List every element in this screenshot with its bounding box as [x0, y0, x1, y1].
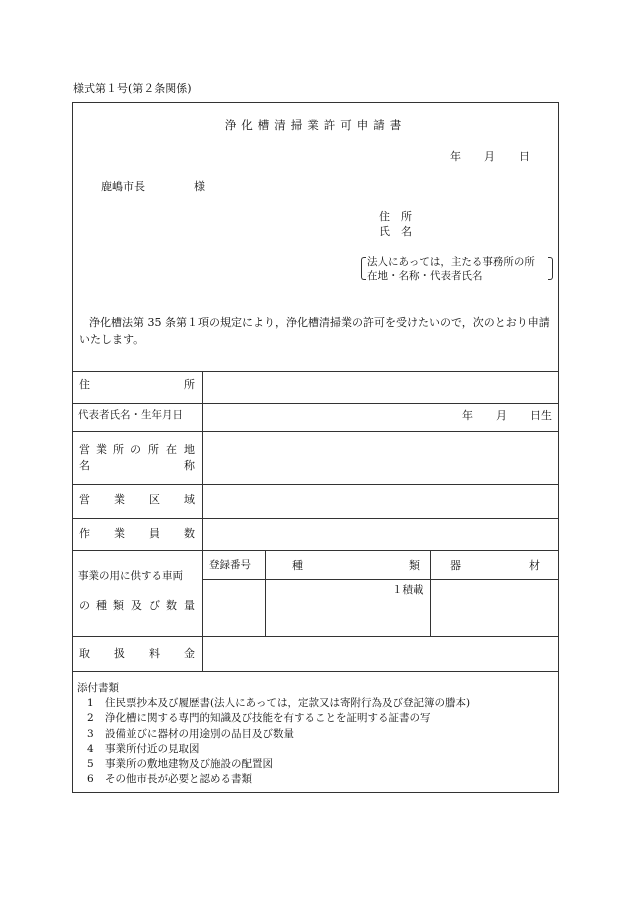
attachment-text: その他市長が必要と認める書類 [105, 773, 252, 786]
office-name-char: 名 [79, 459, 90, 472]
attachment-number: 3 [87, 727, 94, 740]
divider-vehicle-header [202, 579, 558, 580]
attachment-text: 住民票抄本及び履歴書(法人にあっては，定款又は寄附行為及び登記簿の謄本) [105, 697, 471, 710]
worker-count-char: 作 [79, 527, 90, 540]
business-area-char: 業 [114, 493, 125, 506]
divider-rep [73, 431, 558, 432]
rep-birth-year: 年 [462, 409, 473, 422]
divider-address [73, 403, 558, 404]
registration-number-header: 登録番号 [209, 559, 251, 571]
office-location-char: 地 [184, 443, 195, 456]
addressee-suffix: 様 [194, 180, 205, 193]
form-title: 浄化槽清掃業許可申請書 [224, 118, 407, 132]
attachment-text: 事業所の敷地建物及び施設の配置図 [105, 758, 273, 771]
office-name-char: 称 [184, 459, 195, 472]
vehicle-label-char: の [79, 599, 90, 612]
attachment-number: 4 [87, 742, 94, 755]
office-location-char: 業 [96, 443, 107, 456]
handling-fee-char: 扱 [114, 647, 125, 660]
business-area-char: 域 [184, 493, 195, 506]
attachment-item [77, 772, 470, 787]
vehicle-label-char: 数 [166, 599, 177, 612]
business-area-char: 区 [149, 493, 160, 506]
attachment-item [77, 711, 470, 726]
attachment-item [77, 696, 470, 711]
attachment-number: 6 [87, 773, 94, 786]
corporate-note-line2: 在地・名称・代表者氏名 [367, 270, 483, 282]
vehicle-kind-header-char: 種 [292, 559, 303, 572]
corporate-note-line1: 法人にあっては，主たる事務所の所 [367, 256, 535, 268]
divider-workers [73, 550, 558, 551]
label-column-divider [202, 371, 203, 671]
attachment-text: 浄化槽に関する専門的知識及び技能を有することを証明する証書の写 [105, 712, 431, 725]
date-year: 年 [450, 150, 461, 163]
addressee-name: 鹿嶋市長 [101, 180, 145, 193]
rep-birth-day: 日生 [530, 409, 552, 422]
divider-header [73, 371, 558, 372]
applicant-name-label: 氏 名 [379, 225, 412, 238]
rep-birth-month: 月 [496, 409, 507, 422]
applicant-address-label: 住 所 [379, 210, 412, 223]
attachment-item [77, 742, 470, 757]
divider-fee [73, 671, 558, 672]
attachment-text: 事業所付近の見取図 [105, 742, 200, 755]
row-address-char: 住 [79, 378, 90, 391]
date-month: 月 [484, 150, 495, 163]
divider-vehicle [73, 636, 558, 637]
note-bracket-left [361, 257, 366, 280]
handling-fee-char: 取 [79, 647, 90, 660]
attachment-text: 設備並びに器材の用途別の品目及び数量 [105, 727, 294, 740]
attachments-heading: 添付書類 [77, 682, 119, 694]
attachment-item [77, 757, 470, 772]
office-location-char: の [130, 443, 141, 456]
date-day: 日 [519, 150, 530, 163]
attachment-number: 5 [87, 758, 94, 771]
worker-count-char: 業 [114, 527, 125, 540]
note-bracket-right [548, 257, 553, 280]
kind-column-divider [430, 550, 431, 636]
regno-column-divider [265, 550, 266, 636]
vehicle-label-char: び [149, 599, 160, 612]
handling-fee-char: 金 [184, 647, 195, 660]
office-location-char: 在 [166, 443, 177, 456]
worker-count-char: 数 [184, 527, 195, 540]
equipment-header-char: 材 [529, 559, 540, 572]
application-statement: 浄化槽法第 35 条第１項の規定により，浄化槽清掃業の許可を受けたいので，次のとおり申請いたします。 [79, 316, 550, 346]
worker-count-char: 員 [149, 527, 160, 540]
form-number-label: 様式第１号(第２条関係) [73, 82, 192, 95]
row-representative-label: 代表者氏名・生年月日 [78, 409, 183, 421]
office-location-char: 営 [79, 443, 90, 456]
equipment-header-char: 器 [450, 559, 461, 572]
vehicle-label-char: 類 [113, 599, 124, 612]
divider-area [73, 518, 558, 519]
vehicle-kind-header-char: 類 [409, 559, 420, 572]
attachment-number: 1 [87, 697, 94, 710]
row-address-char: 所 [184, 378, 195, 391]
handling-fee-char: 料 [149, 647, 160, 660]
attachment-number: 2 [87, 712, 94, 725]
office-location-char: 所 [113, 443, 124, 456]
vehicle-label-line1: 事業の用に供する車両 [78, 570, 183, 582]
business-area-char: 営 [79, 493, 90, 506]
attachment-item [77, 727, 470, 742]
attachments-section [77, 681, 470, 787]
vehicle-label-char: 量 [184, 599, 195, 612]
vehicle-label-char: 種 [96, 599, 107, 612]
divider-office [73, 484, 558, 485]
vehicle-label-char: 及 [131, 599, 142, 612]
office-location-char: 所 [148, 443, 159, 456]
capacity-unit: １積載 [392, 584, 424, 596]
